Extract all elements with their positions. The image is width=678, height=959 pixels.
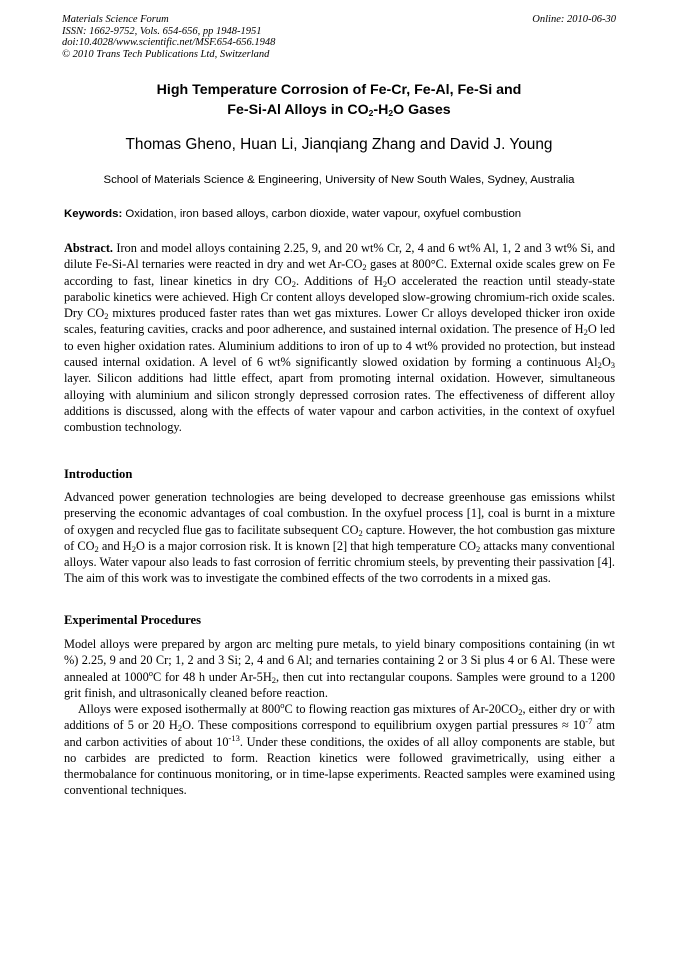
author-list: Thomas Gheno, Huan Li, Jianqiang Zhang and David J. Young xyxy=(125,136,553,153)
exp-text: , then cut into rectangular coupons. Samples were ground to a 1200 grit finish, and ultrasonically cleaned before reaction. xyxy=(64,669,615,700)
title-line-2 xyxy=(62,100,616,120)
intro-text: O is a major corrosion risk. It is known [2] that high temperature CO xyxy=(135,538,477,553)
exp-text: Model alloys were prepared by argon arc melting pure metals, to yield binary compositions containing (in wt %) 2.25, 9 and 20 Cr; 1, 2 and 3 Si; 2, 4 and 6 Al; and ternaries containing 2 or 3 Si plus 4 or 6 Al. These were annealed at 1000 xyxy=(64,637,615,684)
subscript: 2 xyxy=(291,278,296,289)
exp-text: , either dry or with additions of 5 or 20 H xyxy=(64,702,615,733)
title-text: O Gases xyxy=(393,102,451,118)
online-date: Online: 2010-06-30 xyxy=(532,14,616,25)
intro-text: Advanced power generation technologies are being developed to decrease greenhouse gas emissions whilst preserving the economic advantages of coal combustion. In the oxyfuel process [1], coal is burnt in a mixture of oxygen and recycled flue gas to facilitate subsequent CO xyxy=(64,490,615,537)
abstract-text: layer. Silicon additions had little effect, apart from promoting internal oxidation. However, simultaneous alloying with aluminium and silicon strongly depressed corrosion rates. The effectiveness of different alloy additions is discussed, along with the effects of water vapour and carbon activities, in the context of oxyfuel combustion technology. xyxy=(64,371,615,435)
experimental-paragraph-2 xyxy=(64,701,615,799)
subscript: 2 xyxy=(131,543,136,554)
title-text: Fe-Si-Al Alloys in CO xyxy=(227,102,369,118)
subscript: 2 xyxy=(177,723,183,734)
doi-line: doi:10.4028/www.scientific.net/MSF.654-656.1948 xyxy=(62,37,276,49)
subscript: 2 xyxy=(388,108,394,118)
issn-line: ISSN: 1662-9752, Vols. 654-656, pp 1948-1951 xyxy=(62,25,262,37)
superscript: -7 xyxy=(585,716,593,727)
subscript: 2 xyxy=(583,327,588,338)
exp-text: atm and carbon activities of about 10 xyxy=(64,718,615,749)
abstract-text: mixtures produced faster rates than wet gas mixtures. Lower Cr alloys developed thicker iron oxide scales, featuring cavities, cracks and poor adherence, and sustained internal oxidation. The presence of H xyxy=(64,306,615,337)
exp-text: Alloys were exposed isothermally at 800 xyxy=(78,702,281,716)
journal-masthead xyxy=(62,14,616,60)
abstract xyxy=(64,240,615,436)
exp-text: C to flowing reaction gas mixtures of Ar-20CO xyxy=(284,702,519,716)
abstract-text: Iron and model alloys containing 2.25, 9, and 20 wt% Cr, 2, 4 and 6 wt% Al, 1, 2 and 3 wt% Si, and dilute Fe-Si-Al ternaries were reacted in dry and wet Ar-CO xyxy=(64,241,615,272)
copyright-line: © 2010 Trans Tech Publications Ltd, Switzerland xyxy=(62,48,270,60)
superscript: o xyxy=(280,700,285,710)
subscript: 2 xyxy=(362,262,367,273)
intro-text: attacks many conventional alloys. Water vapour also leads to fast corrosion of ferritic chromium steels, by preventing their passivation [4]. The aim of this work was to investigate the combined effects of the two corrodents in a mixed gas. xyxy=(64,538,615,586)
subscript: 2 xyxy=(597,360,602,371)
introduction-paragraph xyxy=(64,489,615,587)
subscript: 2 xyxy=(94,543,99,554)
subscript: 2 xyxy=(382,278,388,289)
subscript: 2 xyxy=(518,707,523,717)
keywords xyxy=(64,207,616,221)
abstract-text: O xyxy=(601,355,611,370)
subscript: 2 xyxy=(368,108,374,118)
abstract-text: gases at 800°C. External oxide scales grew on Fe according to fast, linear kinetics in dry CO xyxy=(64,257,616,288)
experimental-heading: Experimental Procedures xyxy=(64,613,201,627)
intro-text: and H xyxy=(98,538,132,553)
exp-text: . Under these conditions, the oxides of all alloy components are stable, but no carbides are predicted to form. Reaction kinetics were followed gravimetrically, using either a thermobalance for continuous monitoring, or in time-lapse experiments. Reacted samples were examined using conventional techniques. xyxy=(64,734,615,798)
title-text: -H xyxy=(373,102,389,118)
subscript: 2 xyxy=(358,527,363,538)
subscript: 3 xyxy=(610,360,615,371)
paper-title xyxy=(62,80,616,120)
abstract-text: O accelerated the reaction until steady-state parabolic kinetics were achieved. High Cr content alloys developed slow-growing chromium-rich oxide scales. Dry CO xyxy=(64,273,615,321)
introduction-heading: Introduction xyxy=(64,467,133,481)
journal-name: Materials Science Forum xyxy=(62,14,169,25)
subscript: 2 xyxy=(476,543,481,554)
subscript: 2 xyxy=(104,311,109,322)
affiliation: School of Materials Science & Engineering, University of New South Wales, Sydney, Australia xyxy=(103,174,575,186)
superscript: o xyxy=(148,667,153,678)
subscript: 2 xyxy=(271,674,277,685)
abstract-text: . Additions of H xyxy=(295,273,383,288)
title-line-1: High Temperature Corrosion of Fe-Cr, Fe-Al, Fe-Si and xyxy=(156,82,522,98)
exp-text: C for 48 h under Ar-5H xyxy=(153,669,272,684)
keywords-text: Oxidation, iron based alloys, carbon dioxide, water vapour, oxyfuel combustion xyxy=(122,208,522,220)
abstract-label: Abstract. xyxy=(64,241,114,255)
experimental-paragraph-1 xyxy=(64,636,615,701)
keywords-label: Keywords: xyxy=(64,208,123,220)
abstract-text: O led to even higher oxidation rates. Aluminium additions to iron of up to 4 wt% provided no protection, but instead caused internal oxidation. A level of 6 wt% significantly slowed oxidation by forming a continuous Al xyxy=(64,322,615,370)
superscript: -13 xyxy=(228,732,240,743)
intro-text: capture. However, the hot combustion gas mixture of CO xyxy=(64,522,615,553)
exp-text: O. These compositions correspond to equilibrium oxygen partial pressures ≈ 10 xyxy=(182,718,586,733)
